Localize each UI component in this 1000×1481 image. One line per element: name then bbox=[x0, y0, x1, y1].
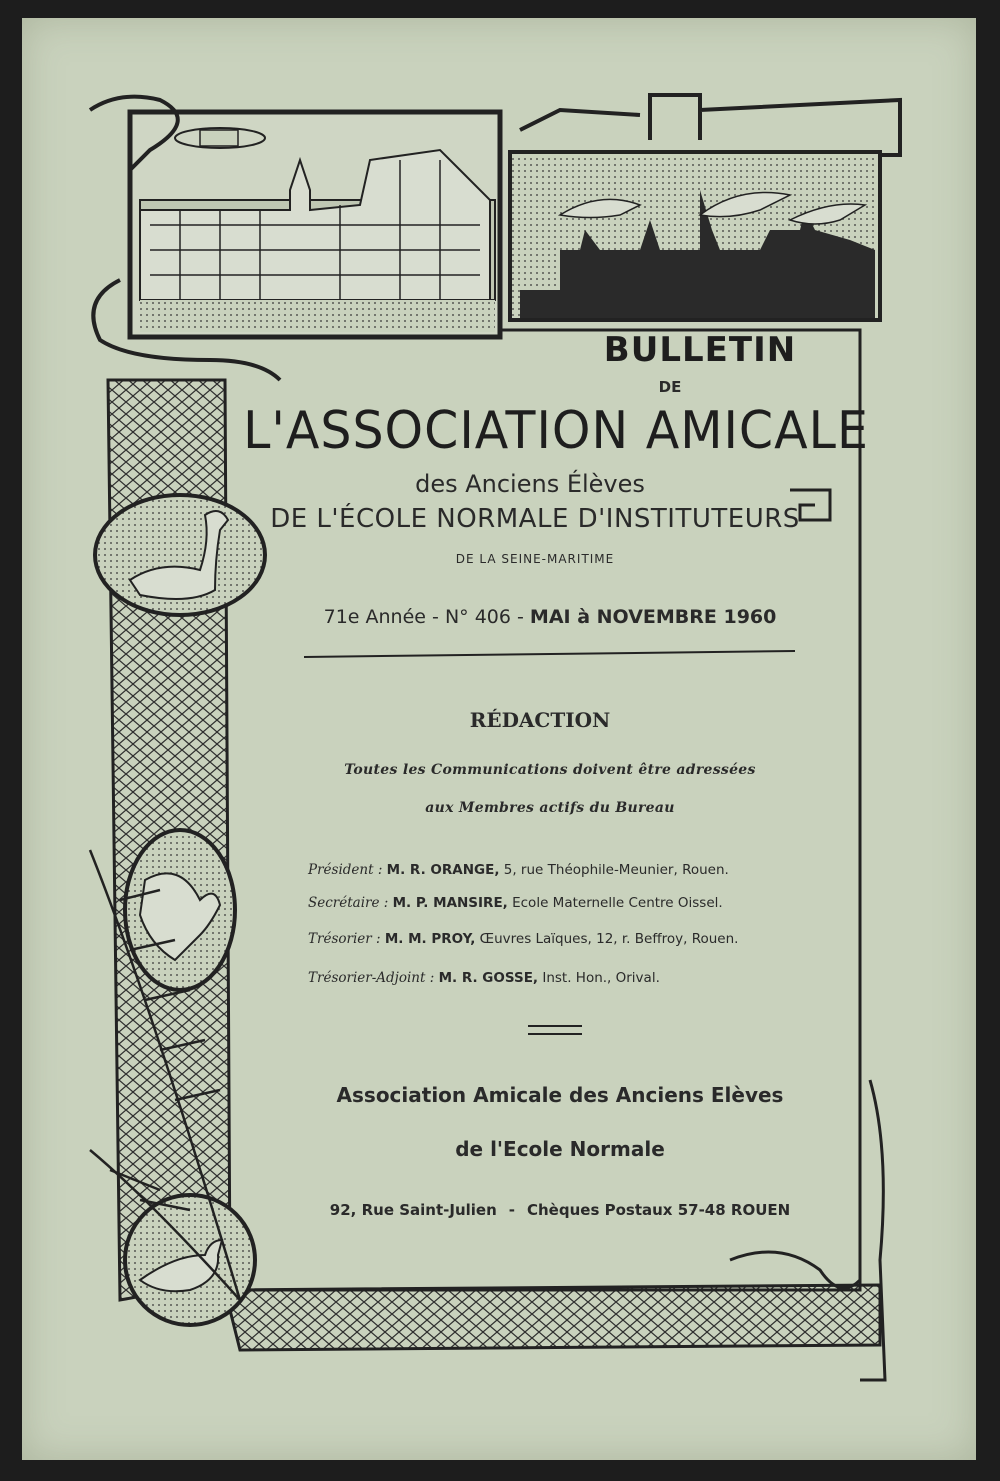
bulletin-de: DE bbox=[658, 378, 682, 396]
ecole-normale: DE L'ÉCOLE NORMALE D'INSTITUTEURS bbox=[270, 504, 800, 534]
partridge-medallion bbox=[125, 1195, 255, 1325]
bottom-mosaic-strip bbox=[225, 1285, 880, 1350]
goose-medallion bbox=[95, 495, 265, 615]
bureau-role: Président : bbox=[308, 862, 383, 878]
bureau-address: Inst. Hon., Orival. bbox=[542, 970, 660, 986]
bureau-name: M. R. ORANGE, bbox=[386, 862, 500, 878]
bureau-name: M. M. PROY, bbox=[384, 931, 476, 947]
anciens-eleves: des Anciens Élèves bbox=[415, 470, 645, 498]
bureau-role: Trésorier : bbox=[308, 931, 381, 947]
region: DE LA SEINE-MARITIME bbox=[455, 552, 615, 566]
issue-number: N° 406 bbox=[444, 606, 511, 628]
bureau-secretaire bbox=[308, 895, 808, 911]
redaction-line-1: Toutes les Communications doivent être adressées bbox=[344, 762, 756, 778]
footer-association: Association Amicale des Anciens Elèves bbox=[336, 1083, 784, 1107]
bureau-address: Ecole Maternelle Centre Oissel. bbox=[512, 895, 723, 911]
school-building-illustration bbox=[130, 112, 500, 337]
bureau-name: M. P. MANSIRE, bbox=[392, 895, 508, 911]
bulletin-title: BULLETIN bbox=[603, 330, 797, 370]
footer-address: 92, Rue Saint-Julien bbox=[329, 1201, 497, 1219]
bureau-address: Œuvres Laïques, 12, r. Beffroy, Rouen. bbox=[479, 931, 739, 947]
redaction-heading: RÉDACTION bbox=[469, 708, 611, 732]
bureau-president bbox=[308, 862, 808, 878]
title-rule bbox=[304, 651, 795, 657]
redaction-line-2: aux Membres actifs du Bureau bbox=[425, 800, 675, 816]
bureau-role: Trésorier-Adjoint : bbox=[308, 970, 435, 986]
bureau-address: 5, rue Théophile-Meunier, Rouen. bbox=[503, 862, 729, 878]
bureau-name: M. R. GOSSE, bbox=[438, 970, 539, 986]
greek-key-ornament bbox=[520, 95, 900, 155]
issue-line: 71e Année - N° 406 - MAI à NOVEMBRE 1960 bbox=[323, 606, 777, 628]
bureau-role: Secrétaire : bbox=[308, 895, 389, 911]
footer-cheques: Chèques Postaux 57-48 ROUEN bbox=[527, 1201, 791, 1219]
bureau-tresorier bbox=[308, 931, 808, 947]
footer-address-line: 92, Rue Saint-Julien - Chèques Postaux 57-48 ROUEN bbox=[329, 1201, 791, 1219]
bureau-tresorier-adjoint bbox=[308, 970, 808, 986]
city-skyline-illustration bbox=[510, 152, 880, 320]
association-title: L'ASSOCIATION AMICALE bbox=[243, 400, 869, 461]
turkey-medallion bbox=[125, 830, 235, 990]
footer-ecole: de l'Ecole Normale bbox=[455, 1137, 665, 1161]
issue-year: 71e Année bbox=[323, 606, 426, 628]
issue-period: MAI à NOVEMBRE 1960 bbox=[529, 606, 777, 628]
